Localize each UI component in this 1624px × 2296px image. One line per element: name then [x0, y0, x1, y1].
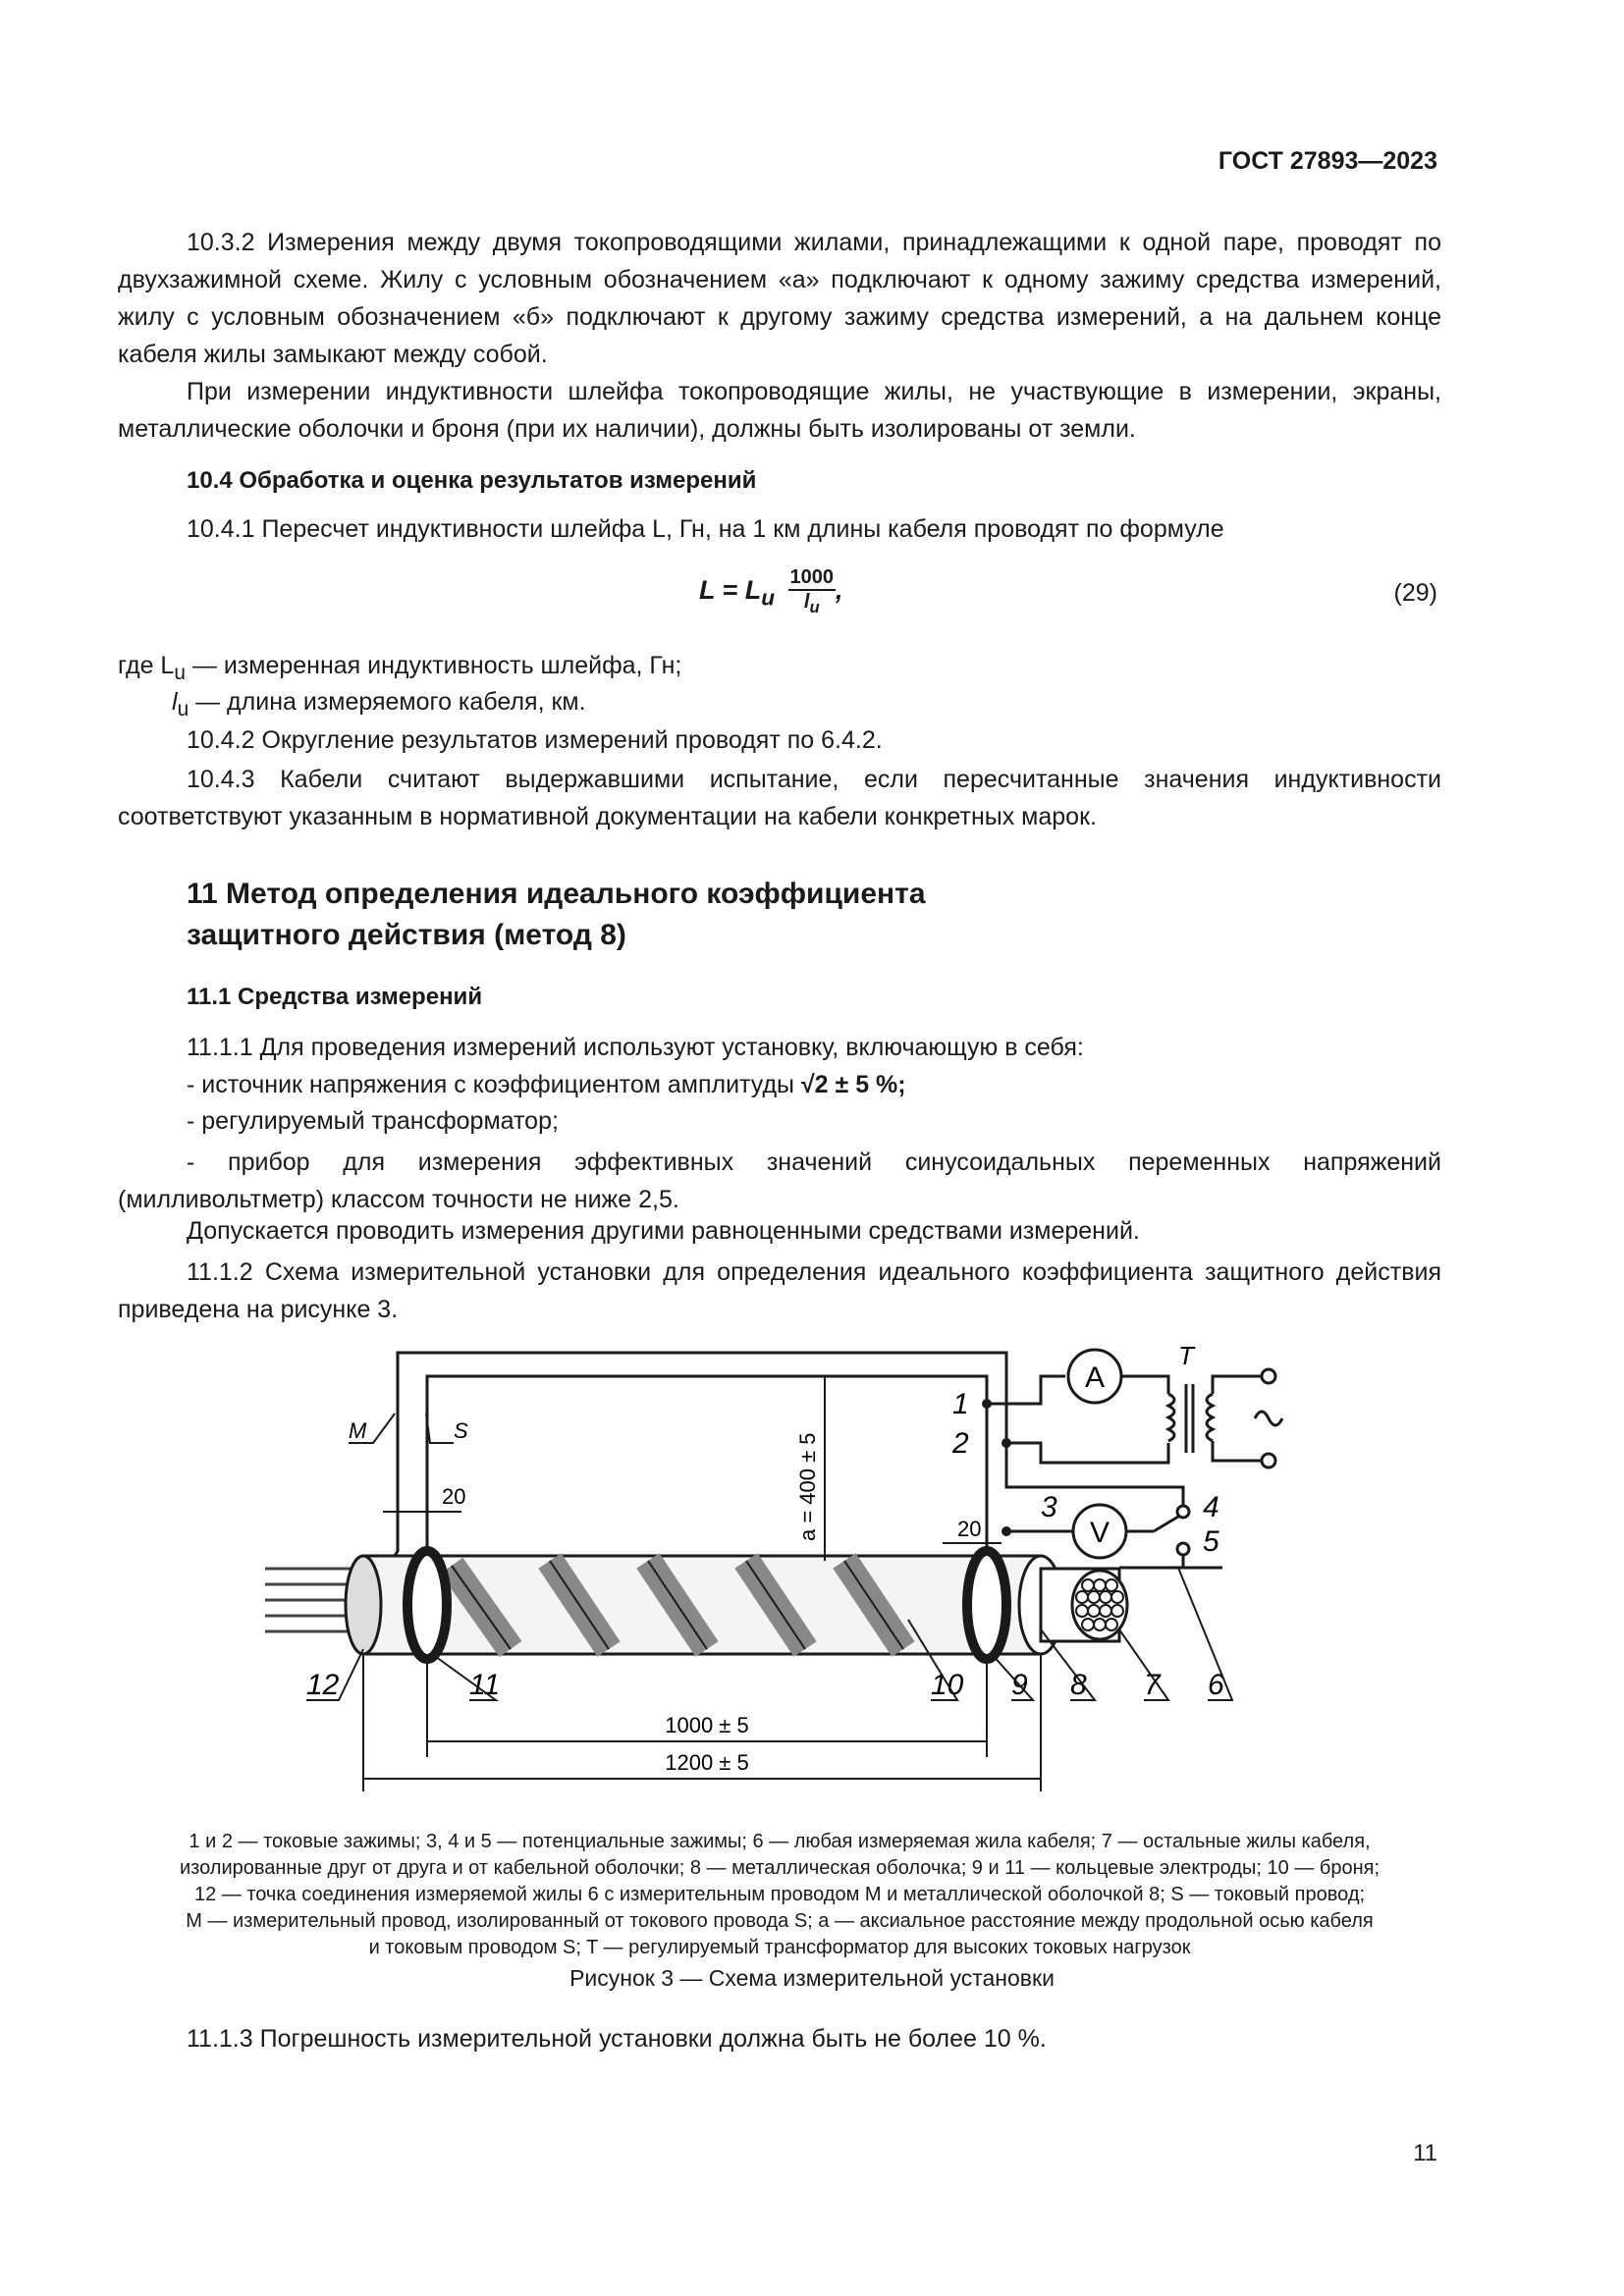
figure-caption: Рисунок 3 — Схема измерительной установки: [569, 1965, 1055, 1991]
label-8: 8: [1070, 1669, 1087, 1701]
label-gap-right: 20: [957, 1517, 982, 1541]
list-item-voltmeter: - прибор для измерения эффективных значений синусоидальных переменных напряжений (милливольтметр) классом точности не ниже 2,5.: [118, 1148, 1441, 1213]
label-10: 10: [931, 1669, 964, 1701]
paragraph-11-1-3: 11.1.3 Погрешность измерительной установки должна быть не более 10 %.: [187, 2025, 1047, 2053]
voltmeter-label: V: [1089, 1517, 1110, 1549]
label-3: 3: [1041, 1491, 1057, 1523]
paragraph-10-4-2: 10.4.2 Округление результатов измерений проводят по 6.4.2.: [187, 726, 883, 754]
paragraph-equivalent: Допускается проводить измерения другими равноценными средствами измерений.: [187, 1217, 1140, 1245]
paragraph-11-1-2: 11.1.2 Схема измерительной установки для определения идеального коэффициента защитного действия приведена на рисунке 3.: [118, 1258, 1441, 1323]
ac-source-icon: [1255, 1412, 1282, 1425]
paragraph-insulation: При измерении индуктивности шлейфа токопроводящие жилы, не участвующие в измерении, экраны, металлические оболочки и броня (при их наличии), должны быть изолированы от земли.: [118, 378, 1441, 443]
figure-legend: 1 и 2 — токовые зажимы; 3, 4 и 5 — потенциальные зажимы; 6 — любая измеряемая жила кабеля; 7 — остальные жилы кабеля, изолированные друг от друга и от кабельной оболочки; 8 — металлическая оболочка; 9 и 11 — кольцевые электроды; 10 — броня; 12 — точка соединения измеряемой жилы 6 с измерительным проводом M и металлической оболочкой 8; S — токовый провод; M — измерительный провод, изолированный от токового провода S; a — аксиальное расстояние между продольной осью кабеля и токовым проводом S; T — регулируемый трансформатор для высоких токовых нагрузок: [179, 1831, 1380, 1958]
label-12: 12: [306, 1669, 340, 1701]
terminal-4: [1177, 1506, 1189, 1518]
formula-lhs-sub: u: [761, 585, 776, 611]
list-item-source: - источник напряжения с коэффициентом амплитуды √2 ± 5 %;: [187, 1071, 906, 1098]
label-11: 11: [469, 1669, 501, 1701]
formula-29: [699, 566, 843, 617]
label-6: 6: [1208, 1669, 1224, 1701]
paragraph-10-3-2: 10.3.2 Измерения между двумя токопроводящими жилами, принадлежащими к одной паре, проводят по двухзажимной схеме. Жилу с условным обозначением «а» подключают к одному зажиму средства измерений, жилу с условным обозначением «б» подключают к другому зажиму средства измерений, а на дальнем конце кабеля жилы замыкают между собой.: [118, 229, 1441, 368]
label-9: 9: [1011, 1669, 1028, 1701]
label-M: M: [349, 1418, 367, 1443]
dimension-1200: 1200 ± 5: [665, 1750, 749, 1775]
where-lu-length: $l_u$ — длина измеряемого кабеля, км.: [172, 688, 586, 721]
label-2: 2: [952, 1427, 969, 1460]
formula-comma: ,: [836, 575, 843, 606]
formula-fraction: [788, 566, 837, 617]
formula-numerator: 1000: [788, 566, 837, 591]
label-4: 4: [1203, 1491, 1219, 1523]
paragraph-10-4-1: 10.4.1 Пересчет индуктивности шлейфа L, Гн, на 1 км длины кабеля проводят по формуле: [187, 515, 1224, 543]
page-number: 11: [1413, 2140, 1437, 2166]
ammeter-label: A: [1084, 1362, 1106, 1394]
terminal-5: [1177, 1543, 1189, 1555]
dimension-1000: 1000 ± 5: [665, 1713, 749, 1737]
label-S: S: [454, 1418, 468, 1443]
label-distance-a: a = 400 ± 5: [795, 1432, 820, 1541]
formula-denominator: $l_u$: [803, 591, 820, 616]
list-item-transformer: - регулируемый трансформатор;: [187, 1107, 559, 1135]
transformer-primary: [1168, 1394, 1174, 1441]
terminal-3: [1001, 1526, 1011, 1536]
paragraph-11-1-1: 11.1.1 Для проведения измерений используют установку, включающую в себя:: [187, 1034, 1084, 1061]
formula-lhs: L = L: [699, 575, 762, 606]
label-7: 7: [1144, 1669, 1161, 1701]
paragraph-10-4-3: 10.4.3 Кабели считают выдержавшими испытание, если пересчитанные значения индуктивности соответствуют указанным в нормативной документации на кабели конкретных марок.: [118, 766, 1441, 830]
where-lu: где $L_u$ — измеренная индуктивность шлейфа, Гн;: [118, 652, 682, 684]
ring-electrode-11: [407, 1551, 447, 1659]
section-title-11: 11 Метод определения идеального коэффициента защитного действия (метод 8): [187, 878, 926, 951]
label-T: T: [1178, 1341, 1194, 1370]
transformer-secondary: [1207, 1394, 1213, 1441]
label-5: 5: [1203, 1525, 1219, 1558]
equation-number: (29): [1393, 579, 1437, 607]
figure-3-diagram: [0, 1335, 1624, 1806]
label-gap-left: 20: [442, 1484, 466, 1509]
section-heading-10-4: 10.4 Обработка и оценка результатов измерений: [187, 467, 757, 494]
wire-S: [417, 1376, 987, 1575]
section-heading-11-1: 11.1 Средства измерений: [187, 984, 483, 1010]
document-id: ГОСТ 27893—2023: [1218, 147, 1437, 175]
ring-electrode-9: [967, 1551, 1006, 1659]
label-1: 1: [952, 1388, 969, 1420]
